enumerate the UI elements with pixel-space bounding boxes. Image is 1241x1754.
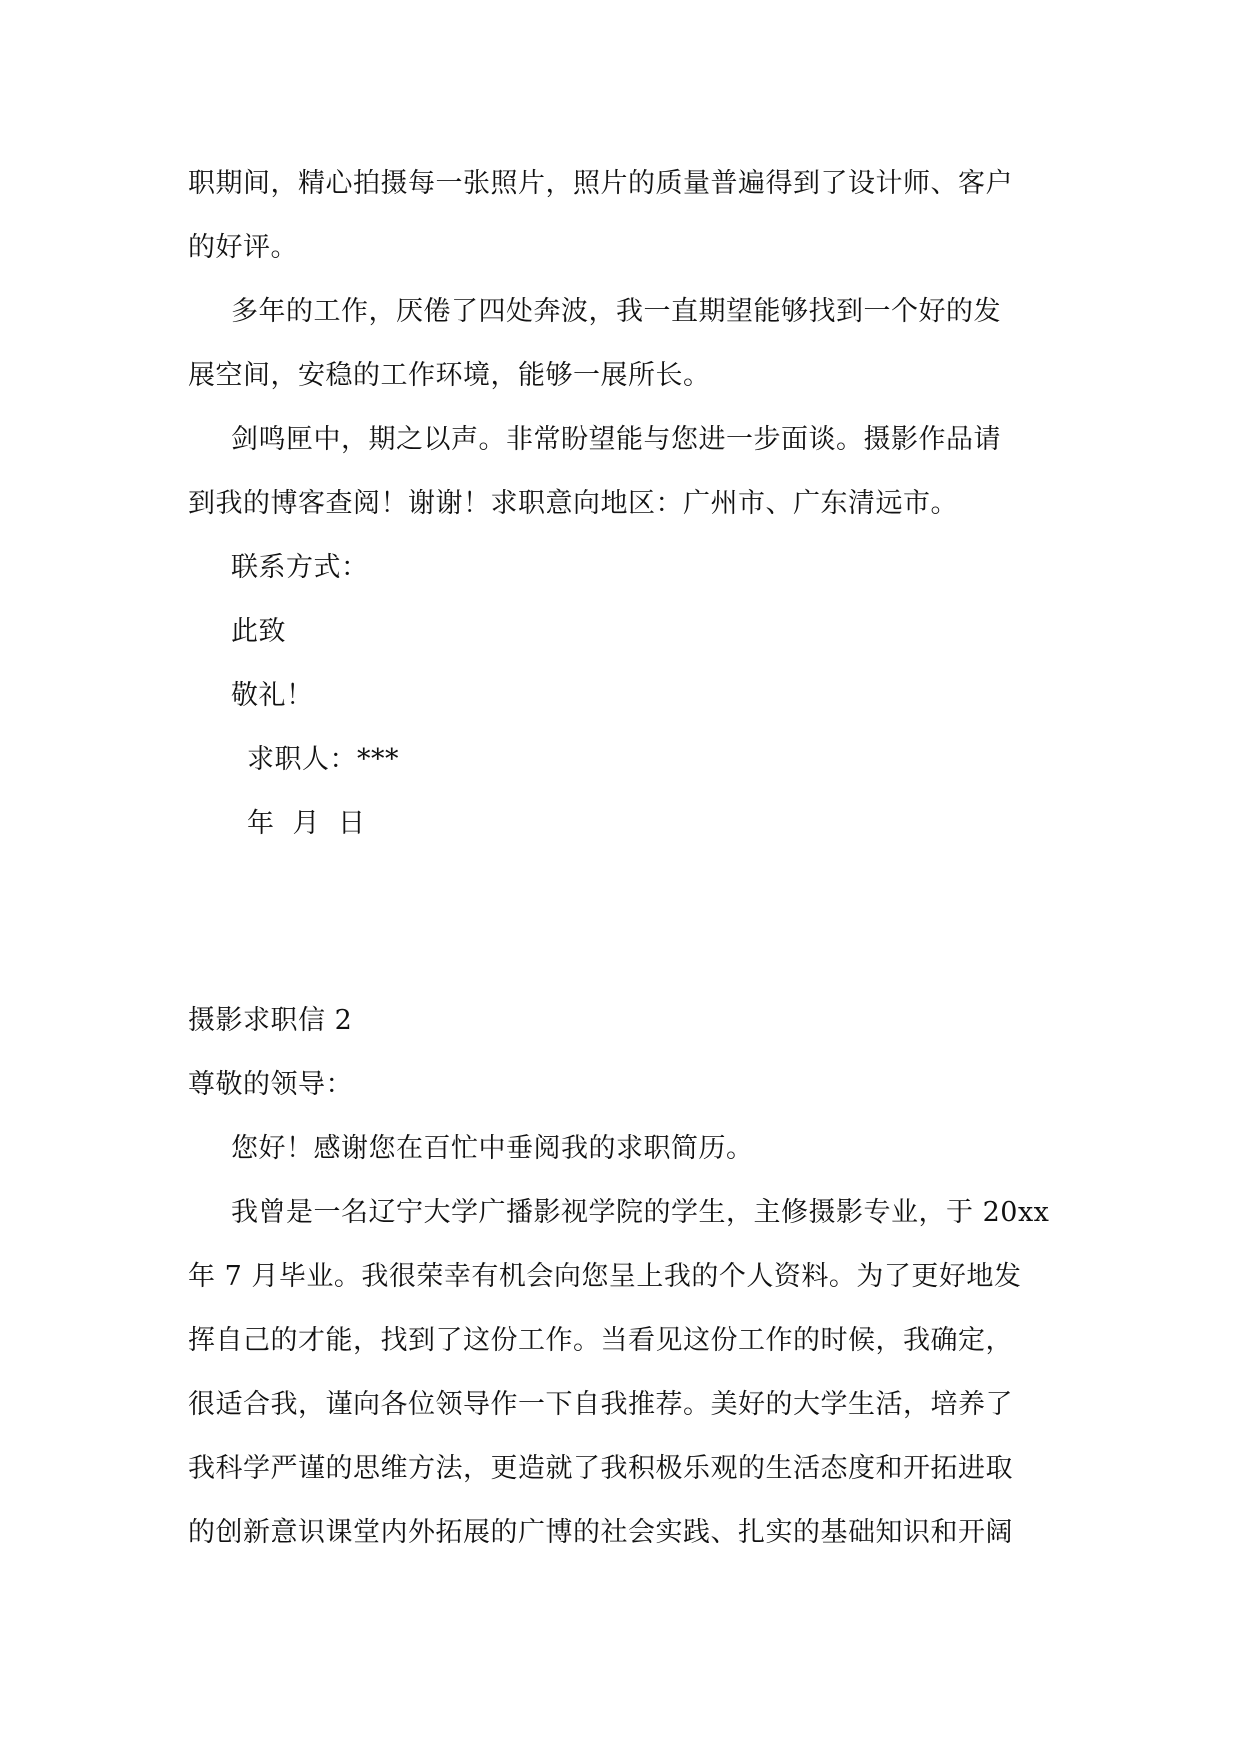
paragraph-line: 的创新意识课堂内外拓展的广博的社会实践、扎实的基础知识和开阔 bbox=[188, 1517, 1013, 1548]
date-year: 年 bbox=[247, 808, 275, 839]
paragraph-line: 我科学严谨的思维方法，更造就了我积极乐观的生活态度和开拓进取 bbox=[188, 1453, 1013, 1484]
paragraph-line: 职期间，精心拍摄每一张照片，照片的质量普遍得到了设计师、客户 bbox=[188, 168, 1013, 199]
paragraph-line: 我曾是一名辽宁大学广播影视学院的学生，主修摄影专业，于 20xx bbox=[231, 1197, 1050, 1228]
paragraph-line: 挥自己的才能，找到了这份工作。当看见这份工作的时候，我确定， bbox=[188, 1325, 1013, 1356]
paragraph-line: 剑鸣匣中，期之以声。非常盼望能与您进一步面谈。摄影作品请 bbox=[231, 424, 1001, 455]
greeting-line: 您好！感谢您在百忙中垂阅我的求职简历。 bbox=[231, 1133, 754, 1164]
section-title: 摄影求职信 2 bbox=[188, 1005, 353, 1036]
salutation: 尊敬的领导： bbox=[188, 1069, 353, 1100]
paragraph-line: 到我的博客查阅！谢谢！求职意向地区：广州市、广东清远市。 bbox=[188, 488, 958, 519]
paragraph-line: 展空间，安稳的工作环境，能够一展所长。 bbox=[188, 360, 711, 391]
paragraph-line: 的好评。 bbox=[188, 232, 298, 263]
paragraph-line: 年 7 月毕业。我很荣幸有机会向您呈上我的个人资料。为了更好地发 bbox=[188, 1261, 1022, 1292]
date-day: 日 bbox=[338, 808, 366, 839]
date-line bbox=[247, 806, 366, 842]
contact-label: 联系方式： bbox=[231, 552, 369, 583]
closing-line: 此致 bbox=[231, 616, 286, 647]
paragraph-line: 多年的工作，厌倦了四处奔波，我一直期望能够找到一个好的发 bbox=[231, 296, 1001, 327]
applicant-signature: 求职人：*** bbox=[247, 744, 399, 775]
paragraph-line: 很适合我，谨向各位领导作一下自我推荐。美好的大学生活，培养了 bbox=[188, 1389, 1013, 1420]
closing-line: 敬礼！ bbox=[231, 680, 314, 711]
date-month: 月 bbox=[292, 808, 320, 839]
